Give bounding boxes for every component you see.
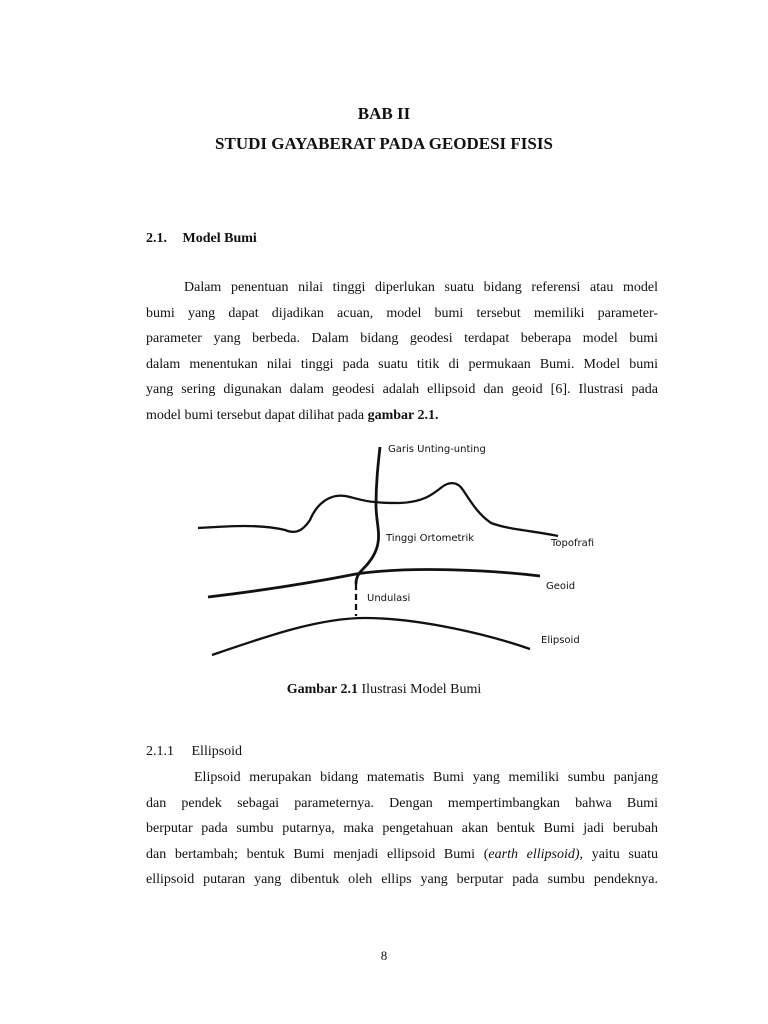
- paragraph-ellipsoid: [146, 765, 658, 893]
- section-heading-2-1-1: [146, 744, 242, 760]
- paragraph-line: Dalam penentuan nilai tinggi diperlukan suatu bidang referensi atau model: [184, 280, 658, 295]
- paragraph-line: dan pendek sebagai parameternya. Dengan mempertimbangkan bahwa Bumi: [146, 795, 658, 811]
- figure-caption: [0, 682, 768, 698]
- caption-reference: Gambar 2.1: [286, 682, 359, 697]
- paragraph-line: bumi yang dapat dijadikan acuan, model bumi tersebut memiliki parameter-: [146, 305, 658, 321]
- paragraph-model-bumi: [146, 275, 658, 428]
- paragraph-text: , yaitu suatu: [579, 846, 658, 862]
- label-geoid: Geoid: [546, 581, 576, 592]
- label-ellipsoid: Elipsoid: [541, 635, 580, 646]
- label-orthometric-height: Tinggi Ortometrik: [386, 533, 475, 544]
- caption-text: Ilustrasi Model Bumi: [358, 682, 482, 697]
- chapter-title: STUDI GAYABERAT PADA GEODESI FISIS: [215, 134, 553, 153]
- paragraph-text: model bumi tersebut dapat dilihat pada: [146, 407, 368, 423]
- label-undulation: Undulasi: [367, 593, 411, 604]
- italic-term: earth ellipsoid): [488, 846, 580, 862]
- section-number: 2.1.: [146, 231, 167, 246]
- section-heading-2-1: [146, 231, 257, 247]
- paragraph-line: ellipsoid putaran yang dibentuk oleh ellips yang berputar pada sumbu pendeknya.: [146, 872, 658, 887]
- chapter-number: BAB II: [357, 104, 411, 123]
- subsection-number: 2.1.1: [146, 744, 174, 759]
- paragraph-line: [146, 403, 658, 429]
- paragraph-line: berputar pada sumbu putarnya, maka pengetahuan akan bentuk Bumi jadi berubah: [146, 821, 658, 836]
- section-title: Model Bumi: [182, 231, 257, 246]
- page-number: 8: [380, 948, 388, 963]
- label-plumb-line: Garis Unting-unting: [388, 444, 486, 455]
- figure-earth-model: [190, 435, 610, 665]
- plumb-line: [356, 447, 380, 584]
- paragraph-line: Elipsoid merupakan bidang matematis Bumi yang memiliki sumbu panjang: [194, 770, 658, 785]
- subsection-title: Ellipsoid: [191, 744, 243, 759]
- label-topography: Topofrafi: [551, 538, 595, 549]
- paragraph-line: yang sering digunakan dalam geodesi adalah ellipsoid dan geoid [6]. Ilustrasi pada: [146, 382, 658, 397]
- earth-model-diagram: [190, 435, 610, 665]
- paragraph-text: dan bertambah; bentuk Bumi menjadi ellipsoid Bumi (: [146, 846, 489, 862]
- paragraph-line: dalam menentukan nilai tinggi pada suatu titik di permukaan Bumi. Model bumi: [146, 356, 658, 372]
- ellipsoid-curve: [212, 618, 530, 655]
- paragraph-line: parameter yang berbeda. Dalam bidang geodesi terdapat beberapa model bumi: [146, 331, 658, 346]
- paragraph-line: [146, 842, 658, 868]
- figure-reference: gambar 2.1.: [367, 407, 439, 423]
